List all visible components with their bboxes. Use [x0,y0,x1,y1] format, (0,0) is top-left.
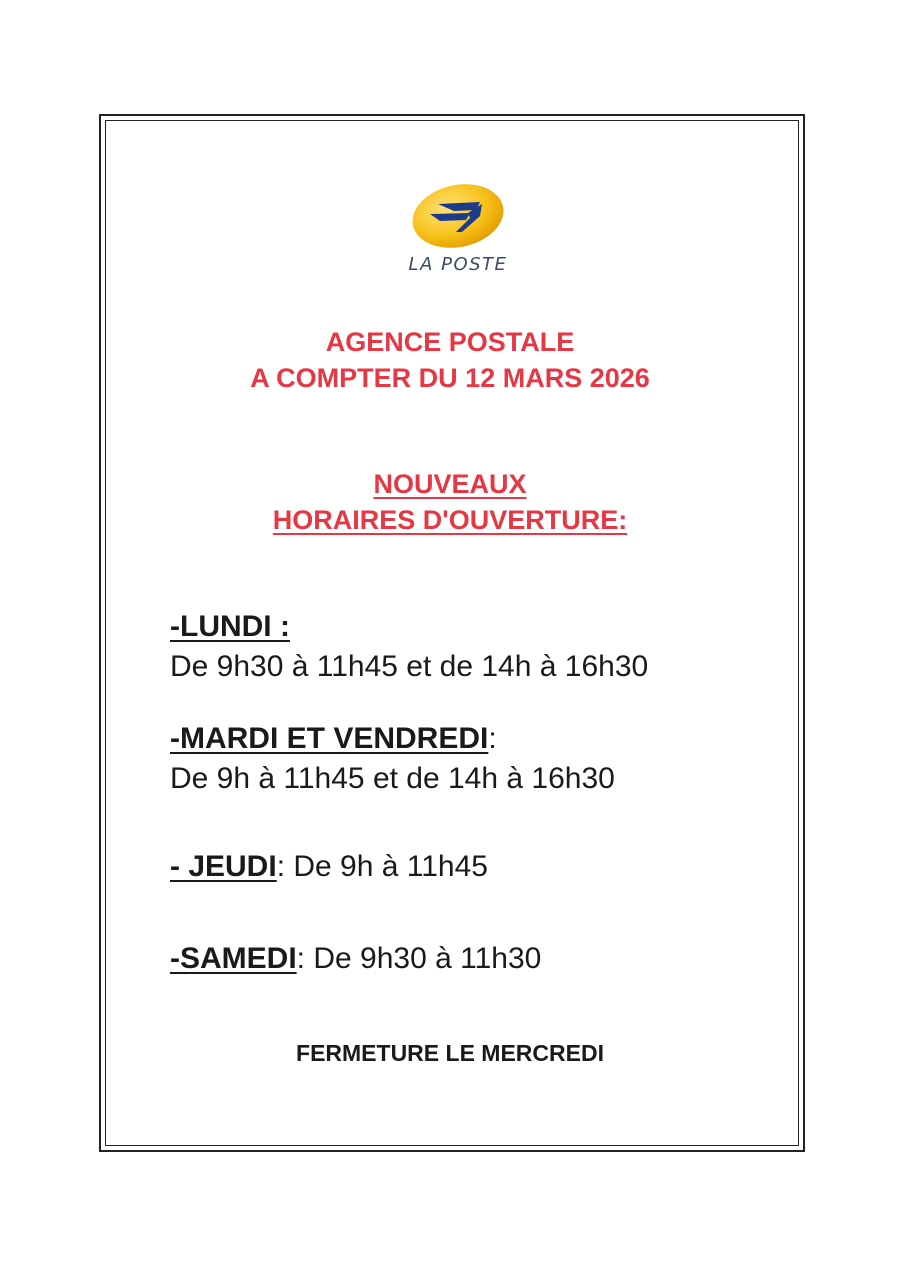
la-poste-logo [400,180,516,280]
hours-monday: De 9h30 à 11h45 et de 14h à 16h30 [170,650,649,683]
agency-heading [0,324,900,396]
schedule-thursday [170,847,790,887]
hours-thursday: De 9h à 11h45 [285,850,488,883]
day-label-thursday: - JEUDI [170,850,277,883]
schedule-monday [170,607,790,687]
separator: : [488,722,497,755]
schedule-saturday [170,939,790,979]
new-hours-line1: NOUVEAUX [373,469,527,499]
new-hours-line2: HORAIRES D'OUVERTURE: [272,505,628,535]
logo-text: LA POSTE [408,254,508,275]
day-label-saturday: -SAMEDI [170,942,297,975]
agency-title: AGENCE POSTALE [325,327,575,357]
hours-saturday: De 9h30 à 11h30 [305,942,542,975]
separator: : [296,942,306,975]
la-poste-bird-icon [410,180,506,250]
day-label-tue-fri: -MARDI ET VENDREDI [170,722,489,755]
closing-notice: FERMETURE LE MERCREDI [296,1040,604,1066]
day-label-monday: -LUNDI : [170,610,290,643]
schedule-tuesday-friday [170,719,790,799]
separator: : [276,850,286,883]
hours-tue-fri: De 9h à 11h45 et de 14h à 16h30 [170,762,615,795]
effective-date: A COMPTER DU 12 MARS 2026 [250,363,650,393]
new-hours-heading [0,466,900,538]
